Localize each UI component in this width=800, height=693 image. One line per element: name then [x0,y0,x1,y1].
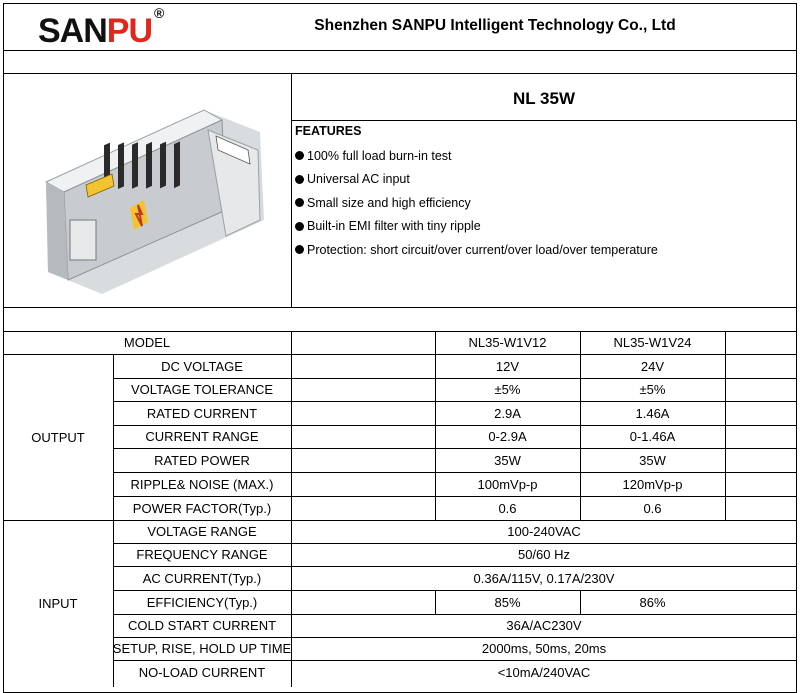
output-row-v2: 24V [640,358,665,374]
output-row-v2: 120mVp-p [622,476,683,492]
bullet-icon [295,198,304,207]
feature-item [295,144,795,168]
output-row-v1: 2.9A [494,405,521,421]
input-row-label: AC CURRENT(Typ.) [142,570,262,586]
output-row-v1: 12V [495,358,520,374]
output-row-label: DC VOLTAGE [161,358,243,374]
input-row-label: SETUP, RISE, HOLD UP TIME [112,641,292,656]
input-row-value: 100-240VAC [507,524,581,539]
model-1: NL35-W1V12 [468,335,547,350]
features-list [295,120,795,262]
output-row-v1: ±5% [494,382,521,397]
registered-mark: ® [154,5,164,21]
logo-text-pu: PU [106,12,153,50]
model-label: MODEL [123,335,171,350]
output-row-label: RATED POWER [154,452,250,468]
product-bottom-divider [3,307,797,308]
feature-text: 100% full load burn-in test [307,148,452,163]
output-row-label: POWER FACTOR(Typ.) [132,500,272,516]
input-row-label: FREQUENCY RANGE [136,547,268,562]
input-row-label: NO-LOAD CURRENT [138,664,266,680]
output-row-label: RATED CURRENT [146,405,258,421]
output-row-v1: 35W [494,452,521,468]
product-title: NL 35W [512,89,576,108]
input-row-v1: 85% [494,594,521,610]
feature-item [295,168,795,192]
output-row-label: VOLTAGE TOLERANCE [130,382,274,397]
input-row-v2: 86% [639,594,666,610]
input-group-label: INPUT [38,596,78,611]
feature-text: Built-in EMI filter with tiny ripple [307,219,481,234]
model-2: NL35-W1V24 [613,335,692,350]
company-name: Shenzhen SANPU Intelligent Technology Co., Ltd [314,17,676,34]
bullet-icon [295,245,304,254]
output-row-label: CURRENT RANGE [145,429,259,444]
output-row-v2: ±5% [639,382,666,397]
output-row-v1: 0-2.9A [488,429,527,444]
input-row-value: 36A/AC230V [506,618,582,633]
bullet-icon [295,151,304,160]
bullet-icon [295,222,304,231]
input-row-label: COLD START CURRENT [127,618,277,633]
output-group-label: OUTPUT [31,429,85,445]
output-row-v2: 0.6 [643,500,662,516]
feature-text: Universal AC input [307,172,410,187]
logo-text-san: SAN [38,12,107,50]
output-row-v1: 0.6 [498,500,517,516]
output-row-label: RIPPLE& NOISE (MAX.) [130,476,274,492]
feature-text: Protection: short circuit/over current/over load/over temperature [307,242,658,257]
feature-text: Small size and high efficiency [307,195,471,210]
input-row-value: 2000ms, 50ms, 20ms [481,641,607,656]
input-row-value: 50/60 Hz [517,547,571,562]
output-row-v2: 1.46A [635,405,670,421]
feature-item [295,191,795,215]
output-row-v1: 100mVp-p [477,476,538,492]
header-divider-2 [3,73,797,74]
input-row-label: EFFICIENCY(Typ.) [146,594,258,610]
input-row-label: VOLTAGE RANGE [147,524,257,539]
bullet-icon [295,175,304,184]
output-row-v2: 0-1.46A [629,429,676,444]
feature-item [295,215,795,239]
header-divider [3,50,797,51]
value-col3-line [725,331,726,520]
input-row-value: 0.36A/115V, 0.17A/230V [473,570,615,586]
input-row-value: <10mA/240VAC [497,664,591,680]
feature-item [295,238,795,262]
features-heading: FEATURES [295,124,362,138]
power-supply-image [26,90,272,296]
output-row-v2: 35W [639,452,666,468]
sanpu-logo [38,5,164,50]
